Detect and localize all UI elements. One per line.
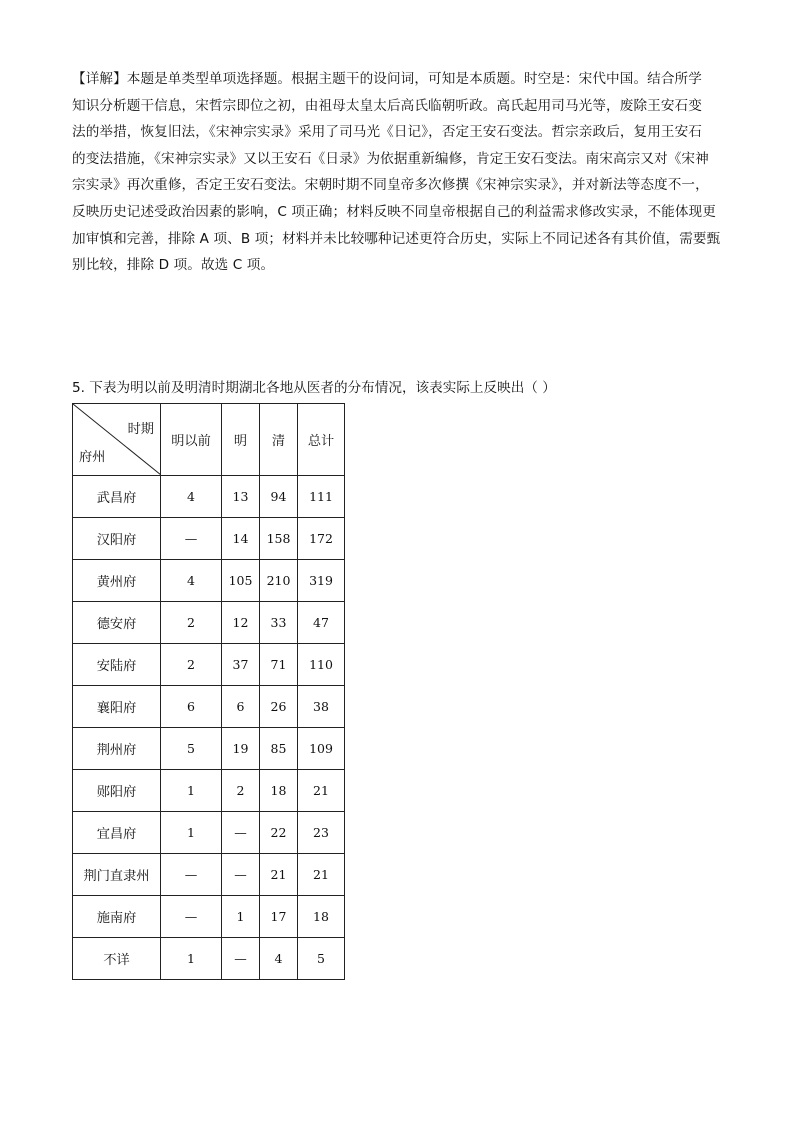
count-cell: 6: [161, 686, 222, 728]
prefecture-name-cell: 施南府: [73, 896, 161, 938]
column-header: 明以前: [161, 404, 222, 476]
count-cell: 2: [161, 602, 222, 644]
explanation-line: 知识分析题干信息，宋哲宗即位之初，由祖母太皇太后高氏临朝听政。高氏起用司马光等，废除王安石变: [72, 97, 702, 114]
question-stem: 5. 下表为明以前及明清时期湖北各地从医者的分布情况，该表实际上反映出（ ）: [72, 380, 556, 396]
count-cell: 23: [298, 812, 345, 854]
table-row: [73, 686, 345, 728]
explanation-line: 法的举措，恢复旧法，《宋神宗实录》采用了司马光《日记》，否定王安石变法。哲宗亲政后，复用王安石: [72, 124, 703, 141]
column-header: 总计: [298, 404, 345, 476]
column-header: 清: [260, 404, 298, 476]
table-row: [73, 770, 345, 812]
count-cell: 109: [298, 728, 345, 770]
prefecture-name-cell: 襄阳府: [73, 686, 161, 728]
count-cell: —: [161, 518, 222, 560]
prefecture-name-cell: 德安府: [73, 602, 161, 644]
count-cell: 1: [161, 812, 222, 854]
physician-distribution-table: [72, 403, 345, 980]
count-cell: 13: [222, 476, 260, 518]
count-cell: 21: [260, 854, 298, 896]
count-cell: 38: [298, 686, 345, 728]
period-label: 时期: [127, 422, 154, 437]
count-cell: 1: [161, 938, 222, 980]
prefecture-label: 府州: [79, 450, 106, 465]
table-row: [73, 644, 345, 686]
count-cell: 17: [260, 896, 298, 938]
prefecture-name-cell: 黄州府: [73, 560, 161, 602]
prefecture-name-cell: 荆州府: [73, 728, 161, 770]
explanation-line: 【详解】本题是单类型单项选择题。根据主题干的设问词，可知是本质题。时空是：宋代中国。结合所学: [72, 71, 702, 87]
explanation-text: [72, 66, 732, 279]
count-cell: —: [161, 854, 222, 896]
prefecture-name-cell: 安陆府: [73, 644, 161, 686]
count-cell: 172: [298, 518, 345, 560]
table-row: [73, 938, 345, 980]
count-cell: 18: [260, 770, 298, 812]
count-cell: 1: [222, 896, 260, 938]
table-row: [73, 602, 345, 644]
explanation-line: 反映历史记述受政治因素的影响，C 项正确；材料反映不同皇帝根据自己的利益需求修改实录，不能体现更: [72, 203, 716, 220]
count-cell: 105: [222, 560, 260, 602]
count-cell: 14: [222, 518, 260, 560]
count-cell: 319: [298, 560, 345, 602]
count-cell: —: [161, 896, 222, 938]
explanation-line: 别比较，排除 D 项。故选 C 项。: [72, 257, 275, 274]
explanation-line: 的变法措施，《宋神宗实录》又以王安石《日录》为依据重新编修，肯定王安石变法。南宋高宗又对《宋神: [72, 150, 709, 167]
count-cell: 4: [260, 938, 298, 980]
count-cell: 26: [260, 686, 298, 728]
count-cell: —: [222, 812, 260, 854]
count-cell: 5: [161, 728, 222, 770]
table-row: [73, 812, 345, 854]
count-cell: —: [222, 854, 260, 896]
count-cell: 4: [161, 560, 222, 602]
count-cell: 210: [260, 560, 298, 602]
count-cell: 19: [222, 728, 260, 770]
count-cell: 111: [298, 476, 345, 518]
count-cell: 94: [260, 476, 298, 518]
count-cell: 37: [222, 644, 260, 686]
count-cell: 85: [260, 728, 298, 770]
count-cell: 12: [222, 602, 260, 644]
table-row: [73, 518, 345, 560]
prefecture-name-cell: 荆门直隶州: [73, 854, 161, 896]
column-header: 明: [222, 404, 260, 476]
count-cell: 6: [222, 686, 260, 728]
count-cell: 2: [161, 644, 222, 686]
table-row: [73, 476, 345, 518]
count-cell: 158: [260, 518, 298, 560]
explanation-line: 加审慎和完善，排除 A 项、B 项；材料并未比较哪种记述更符合历史，实际上不同记述各有其价值，需要甄: [72, 230, 721, 247]
count-cell: 47: [298, 602, 345, 644]
table-row: [73, 560, 345, 602]
count-cell: 21: [298, 854, 345, 896]
table-row: [73, 896, 345, 938]
table-row: [73, 728, 345, 770]
count-cell: 22: [260, 812, 298, 854]
count-cell: 110: [298, 644, 345, 686]
prefecture-name-cell: 郧阳府: [73, 770, 161, 812]
count-cell: 18: [298, 896, 345, 938]
count-cell: 5: [298, 938, 345, 980]
table-row: [73, 854, 345, 896]
prefecture-name-cell: 武昌府: [73, 476, 161, 518]
count-cell: 33: [260, 602, 298, 644]
table-header-row: [73, 404, 345, 476]
table-body: [73, 404, 345, 980]
prefecture-name-cell: 不详: [73, 938, 161, 980]
count-cell: 71: [260, 644, 298, 686]
diagonal-header-cell: [73, 404, 161, 476]
explanation-line: 宗实录》再次重修，否定王安石变法。宋朝时期不同皇帝多次修撰《宋神宗实录》，并对新法等态度不一，: [72, 177, 709, 194]
count-cell: 1: [161, 770, 222, 812]
prefecture-name-cell: 宜昌府: [73, 812, 161, 854]
count-cell: 21: [298, 770, 345, 812]
count-cell: —: [222, 938, 260, 980]
count-cell: 4: [161, 476, 222, 518]
count-cell: 2: [222, 770, 260, 812]
prefecture-name-cell: 汉阳府: [73, 518, 161, 560]
